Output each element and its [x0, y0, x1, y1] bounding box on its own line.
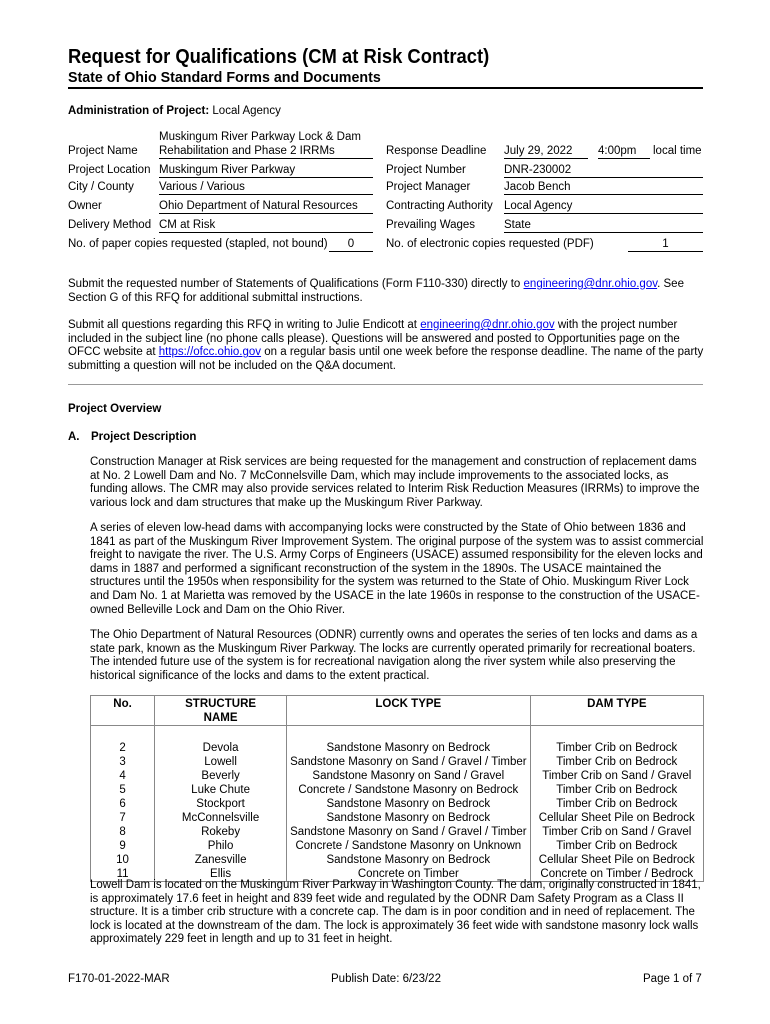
project-name-label: Project Name: [68, 145, 138, 157]
project-number-value: DNR-230002: [504, 163, 703, 178]
project-overview-heading: Project Overview: [68, 403, 162, 415]
prevailing-wages-label: Prevailing Wages: [386, 219, 476, 231]
row-dam-type: Timber Crib on Bedrock: [530, 797, 703, 811]
submit-instructions-paragraph: [68, 278, 708, 305]
table-row: [91, 811, 704, 825]
row-no: 10: [91, 853, 155, 867]
row-structure-name: McConnelsville: [155, 811, 287, 825]
row-lock-type: Concrete / Sandstone Masonry on Unknown: [287, 839, 531, 853]
row-structure-name: Ellis: [155, 867, 287, 882]
submit-text: Submit the requested number of Statements of Qualifications (Form F110-330) directly to: [68, 278, 524, 290]
footer-page-number: Page 1 of 7: [643, 973, 702, 985]
row-lock-type: Sandstone Masonry on Bedrock: [287, 853, 531, 867]
document-subtitle: State of Ohio Standard Forms and Documents: [68, 69, 381, 86]
city-county-label: City / County: [68, 181, 134, 193]
row-no: 6: [91, 797, 155, 811]
row-no: 2: [91, 726, 155, 756]
project-manager-label: Project Manager: [386, 181, 471, 193]
response-deadline-label: Response Deadline: [386, 145, 487, 157]
table-header-row: [91, 696, 704, 726]
row-dam-type: Concrete on Timber / Bedrock: [530, 867, 703, 882]
ofcc-website-link[interactable]: https://ofcc.ohio.gov: [158, 346, 262, 359]
header-dam-type: DAM TYPE: [530, 696, 703, 726]
row-no: 3: [91, 755, 155, 769]
project-location-value: Muskingum River Parkway: [159, 163, 373, 178]
questions-text-after: on a regular basis until one week before the response deadline. The name of the party submitting a question will not be included on the Q&A document.: [68, 346, 704, 372]
header-lock-type: LOCK TYPE: [287, 696, 531, 726]
table-row: [91, 839, 704, 853]
row-dam-type: Timber Crib on Sand / Gravel: [530, 769, 703, 783]
table-row: [91, 825, 704, 839]
row-dam-type: Cellular Sheet Pile on Bedrock: [530, 811, 703, 825]
row-dam-type: Timber Crib on Sand / Gravel: [530, 825, 703, 839]
description-paragraph-2: A series of eleven low-head dams with accompanying locks were constructed by the State of Ohio between 1836 and 1841 as part of the Muskingum River Improvement System. The original purpose of the system was to assist commercial freight to navigate the river. The U.S. Army Corps of Engineers (USACE) assumed responsibility for the eleven locks and dams in 1887 and performed a significant reconstruction of the system in the 1890s. The USACE maintained the structures until the 1950s when responsibility for the system was returned to the State of Ohio. Muskingum River Lock and Dam No. 1 at Marietta was removed by the USACE in the late 1960s in response to the construction of the USACE-owned Belleville Lock and Dam on the Ohio River.: [90, 522, 704, 616]
questions-paragraph: [68, 319, 708, 373]
row-structure-name: Devola: [155, 726, 287, 756]
owner-label: Owner: [68, 200, 102, 212]
description-paragraph-1: Construction Manager at Risk services are being requested for the management and construction of replacement dams at No. 2 Lowell Dam and No. 7 McConnelsville Dam, which may include improvements to the associated locks, as funding allows. The CMR may also provide services related to Interim Risk Reduction Measures (IRRMs) to improve the various lock and dam structures that make up the Muskingum River Parkway.: [90, 456, 700, 509]
engineering-email-link[interactable]: engineering@dnr.ohio.gov: [523, 278, 658, 290]
project-description-heading: Project Description: [91, 431, 197, 443]
row-dam-type: Timber Crib on Bedrock: [530, 726, 703, 756]
row-lock-type: Concrete on Timber: [287, 867, 531, 882]
description-paragraph-4: Lowell Dam is located on the Muskingum River Parkway in Washington County. The dam, originally constructed in 1841, is approximately 17.6 feet in height and 839 feet wide and regulated by the ODNR Dam Safety Program as a Class II structure. It is a timber crib structure with a concrete cap. The dam is in poor condition and in need of replacement. The lock is located at the downstream of the dam. The lock is approximately 36 feet wide with sandstone masonry lock walls approximately 229 feet in length and up to 31 feet in height.: [90, 879, 701, 946]
table-row: [91, 853, 704, 867]
section-divider: [68, 384, 703, 385]
row-structure-name: Zanesville: [155, 853, 287, 867]
row-dam-type: Timber Crib on Bedrock: [530, 839, 703, 853]
contracting-authority-value: Local Agency: [504, 199, 703, 214]
project-name-line1: Muskingum River Parkway Lock & Dam: [159, 131, 361, 143]
row-lock-type: Sandstone Masonry on Bedrock: [287, 811, 531, 825]
row-no: 11: [91, 867, 155, 882]
row-dam-type: Timber Crib on Bedrock: [530, 755, 703, 769]
row-dam-type: Cellular Sheet Pile on Bedrock: [530, 853, 703, 867]
paper-copies-value: 0: [329, 237, 373, 252]
electronic-copies-value: 1: [628, 237, 703, 252]
row-structure-name: Philo: [155, 839, 287, 853]
row-lock-type: Sandstone Masonry on Sand / Gravel / Timber: [287, 825, 531, 839]
project-location-label: Project Location: [68, 164, 151, 176]
delivery-method-label: Delivery Method: [68, 219, 152, 231]
row-dam-type: Timber Crib on Bedrock: [530, 783, 703, 797]
row-structure-name: Beverly: [155, 769, 287, 783]
locks-dams-table: [90, 695, 704, 882]
row-structure-name: Rokeby: [155, 825, 287, 839]
response-deadline-date: July 29, 2022: [504, 144, 588, 159]
submit-text-after: . See Section G of this RFQ for additional submittal instructions.: [68, 278, 684, 304]
footer-form-id: F170-01-2022-MAR: [68, 973, 170, 985]
project-name-line2: Rehabilitation and Phase 2 IRRMs: [159, 144, 373, 159]
row-structure-name: Luke Chute: [155, 783, 287, 797]
table-row: [91, 726, 704, 756]
row-structure-name: Stockport: [155, 797, 287, 811]
project-manager-value: Jacob Bench: [504, 180, 703, 195]
administration-line: [68, 104, 281, 118]
administration-label: Administration of Project:: [68, 105, 210, 117]
prevailing-wages-value: State: [504, 218, 703, 233]
document-title: Request for Qualifications (CM at Risk Contract): [68, 46, 490, 68]
section-a-letter: A.: [68, 431, 80, 443]
table-row: [91, 797, 704, 811]
row-no: 7: [91, 811, 155, 825]
administration-value: Local Agency: [212, 105, 281, 117]
owner-value: Ohio Department of Natural Resources: [159, 199, 373, 214]
city-county-value: Various / Various: [159, 180, 373, 195]
response-deadline-time: 4:00pm: [598, 144, 650, 159]
row-no: 4: [91, 769, 155, 783]
footer-publish-date: Publish Date: 6/23/22: [331, 973, 441, 985]
header-rule: [68, 87, 703, 89]
paper-copies-label: No. of paper copies requested (stapled, not bound): [68, 238, 328, 250]
row-no: 9: [91, 839, 155, 853]
row-lock-type: Concrete / Sandstone Masonry on Bedrock: [287, 783, 531, 797]
row-lock-type: Sandstone Masonry on Sand / Gravel / Timber: [287, 755, 531, 769]
contracting-authority-label: Contracting Authority: [386, 200, 493, 212]
description-paragraph-3: The Ohio Department of Natural Resources (ODNR) currently owns and operates the series of ten locks and dams as a state park, known as the Muskingum River Parkway. The locks are currently operated primarily for recreational boaters. The intended future use of the system is for recreational navigation along the river system while also preserving the historical significance of the locks and dams to the extent practical.: [90, 629, 698, 682]
questions-text-mid: with the project number included in the subject line (no phone calls please). Questions will be answered and posted to Opportunities page on the OFCC website at: [68, 319, 680, 359]
header-structure-name: STRUCTURE NAME: [155, 696, 287, 726]
row-no: 5: [91, 783, 155, 797]
row-lock-type: Sandstone Masonry on Bedrock: [287, 797, 531, 811]
delivery-method-value: CM at Risk: [159, 218, 373, 233]
row-lock-type: Sandstone Masonry on Bedrock: [287, 726, 531, 756]
response-deadline-suffix: local time: [653, 145, 702, 157]
table-row: [91, 755, 704, 769]
header-no: No.: [91, 696, 155, 726]
questions-email-link[interactable]: engineering@dnr.ohio.gov: [420, 319, 555, 331]
questions-text: Submit all questions regarding this RFQ in writing to Julie Endicott at: [68, 319, 421, 331]
project-number-label: Project Number: [386, 164, 466, 176]
row-lock-type: Sandstone Masonry on Sand / Gravel: [287, 769, 531, 783]
row-no: 8: [91, 825, 155, 839]
table-row: [91, 769, 704, 783]
electronic-copies-label: No. of electronic copies requested (PDF): [386, 238, 594, 250]
row-structure-name: Lowell: [155, 755, 287, 769]
table-row: [91, 783, 704, 797]
